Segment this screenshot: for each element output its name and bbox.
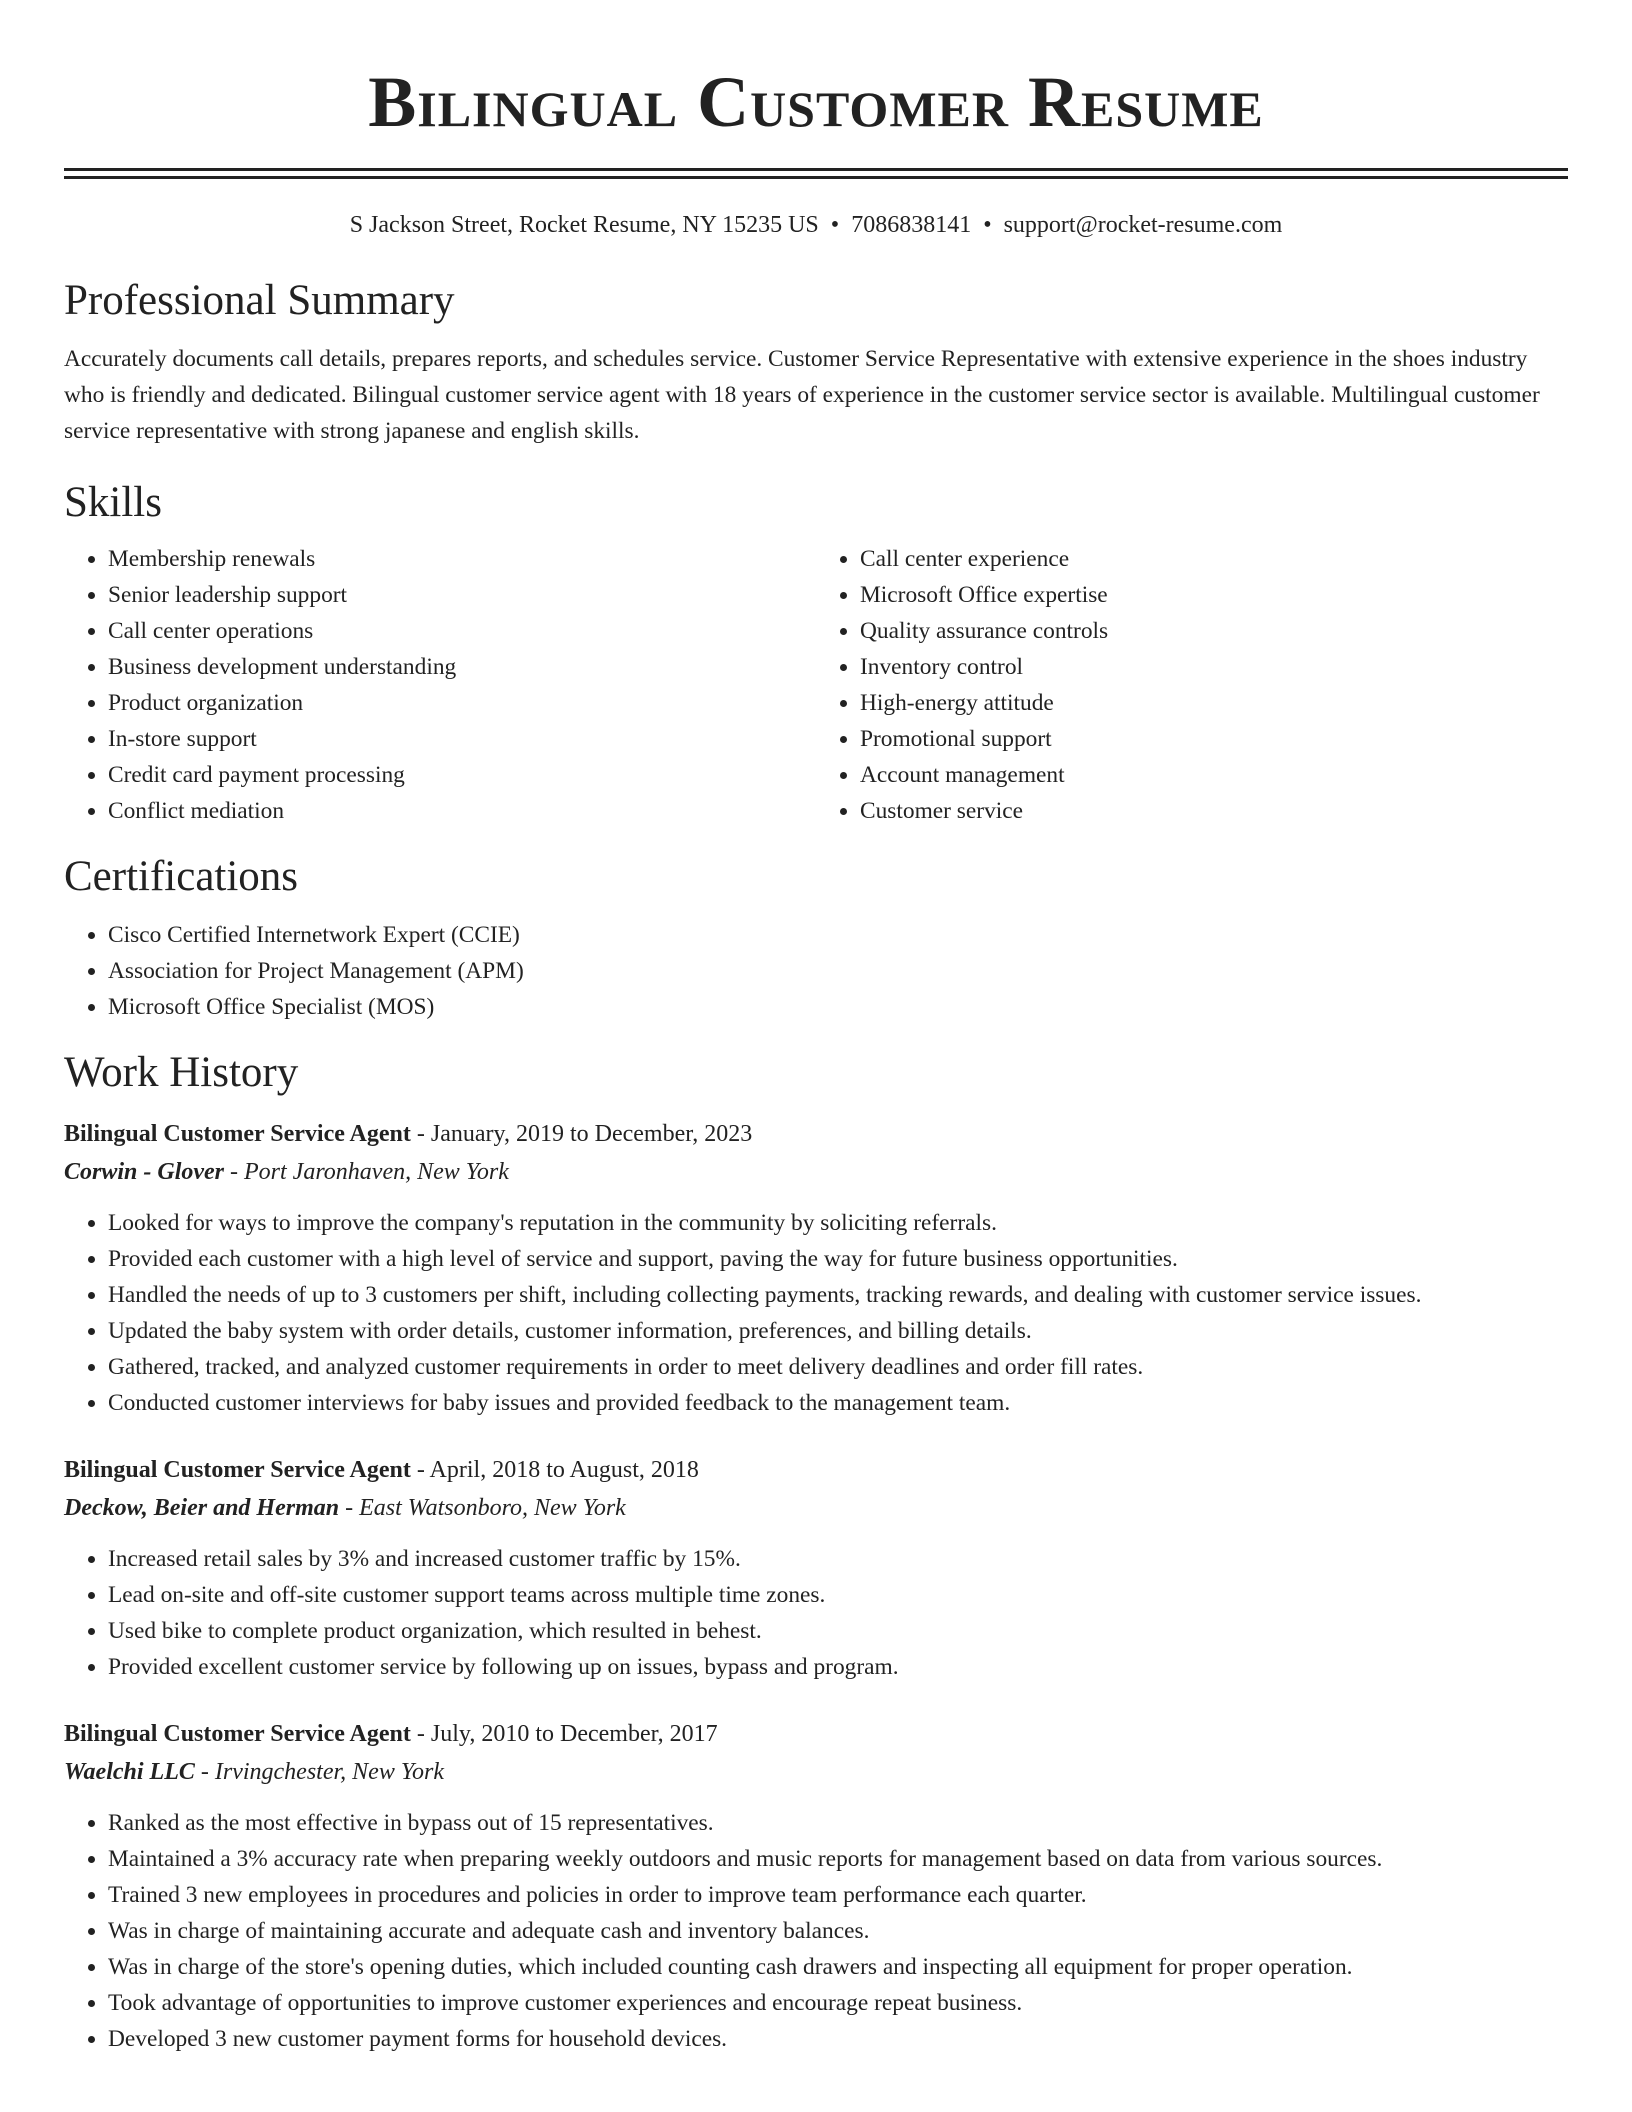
job-company-line: Deckow, Beier and Herman - East Watsonboro, New York [64,1495,626,1521]
job-bullet: • Used bike to complete product organization, which resulted in behest. [108,1613,1568,1649]
skill-item: • Credit card payment processing [108,757,816,793]
skill-item: • In-store support [108,721,816,757]
contact-line [64,209,1568,241]
job-location: Port Jaronhaven, New York [244,1159,509,1185]
contact-separator: • [983,212,992,238]
job-bullet: • Lead on-site and off-site customer support teams across multiple time zones. [108,1577,1568,1613]
job-title-line: Bilingual Customer Service Agent - April, 2018 to August, 2018 [64,1457,699,1483]
skills-columns [64,541,1568,829]
skill-item: • Product organization [108,685,816,721]
job-bullets [64,1541,1568,1685]
job-bullets [64,1805,1568,2057]
skill-item: • Inventory control [860,649,1568,685]
job-title: Bilingual Customer Service Agent [64,1457,411,1483]
job-dates: April, 2018 to August, 2018 [429,1457,699,1483]
work-history-heading: Work History [64,1049,299,1096]
job-bullet: • Developed 3 new customer payment forms for household devices. [108,2021,1568,2057]
skill-item: • Business development understanding [108,649,816,685]
skill-item: • High-energy attitude [860,685,1568,721]
job-dates: July, 2010 to December, 2017 [430,1721,718,1747]
job-bullet: • Ranked as the most effective in bypass out of 15 representatives. [108,1805,1568,1841]
job-title: Bilingual Customer Service Agent [64,1721,411,1747]
resume-title: Bilingual Customer Resume [368,62,1264,142]
summary-heading: Professional Summary [64,277,455,324]
contact-email: support@rocket-resume.com [1003,212,1283,238]
skill-item: • Conflict mediation [108,793,816,829]
job-entry [64,1451,1568,1685]
job-bullet: • Provided excellent customer service by following up on issues, bypass and program. [108,1649,1568,1685]
job-company: Corwin - Glover [64,1159,225,1185]
job-bullets [64,1205,1568,1421]
job-bullet: • Conducted customer interviews for baby issues and provided feedback to the management team. [108,1385,1568,1421]
skill-item: • Membership renewals [108,541,816,577]
skill-item: • Quality assurance controls [860,613,1568,649]
job-company-line: Corwin - Glover - Port Jaronhaven, New York [64,1159,509,1185]
contact-separator: • [830,212,840,238]
contact-address: S Jackson Street, Rocket Resume, NY 15235 US [349,212,819,238]
job-bullet: • Was in charge of maintaining accurate and adequate cash and inventory balances. [108,1913,1568,1949]
contact-phone: 7086838141 [851,212,972,238]
job-bullet: • Provided each customer with a high level of service and support, paving the way for future business opportunities. [108,1241,1568,1277]
certification-item: • Microsoft Office Specialist (MOS) [108,989,1568,1025]
skill-item: • Senior leadership support [108,577,816,613]
skills-left-list [64,541,816,829]
summary-text: Accurately documents call details, prepares reports, and schedules service. Customer Service Representative with extensive experience in the shoes industry who is friendly and dedicated. Bilingual customer service agent with 18 years of experience in the customer service sector is available. Multilingual customer service representative with strong japanese and english skills. [64,346,1540,444]
job-location: East Watsonboro, New York [359,1495,626,1521]
job-dates: January, 2019 to December, 2023 [430,1121,753,1147]
job-bullet: • Trained 3 new employees in procedures and policies in order to improve team performance each quarter. [108,1877,1568,1913]
certifications-heading: Certifications [64,853,299,900]
job-company: Deckow, Beier and Herman [64,1495,340,1521]
certification-item: • Association for Project Management (APM) [108,953,1568,989]
job-bullet: • Handled the needs of up to 3 customers per shift, including collecting payments, tracking rewards, and dealing with customer service issues. [108,1277,1568,1313]
job-title-line: Bilingual Customer Service Agent - July, 2010 to December, 2017 [64,1721,718,1747]
skill-item: • Account management [860,757,1568,793]
skill-item: • Promotional support [860,721,1568,757]
skill-item: • Microsoft Office expertise [860,577,1568,613]
skills-right-list [816,541,1568,829]
job-bullet: • Updated the baby system with order details, customer information, preferences, and billing details. [108,1313,1568,1349]
job-bullet: • Increased retail sales by 3% and increased customer traffic by 15%. [108,1541,1568,1577]
skills-heading: Skills [64,479,162,526]
skill-item: • Call center operations [108,613,816,649]
job-company: Waelchi LLC [64,1759,195,1785]
job-entry [64,1115,1568,1421]
job-bullet: • Gathered, tracked, and analyzed customer requirements in order to meet delivery deadlines and order fill rates. [108,1349,1568,1385]
certification-item: • Cisco Certified Internetwork Expert (CCIE) [108,917,1568,953]
certifications-list [64,917,1568,1025]
title-divider [64,168,1568,179]
job-bullet: • Took advantage of opportunities to improve customer experiences and encourage repeat business. [108,1985,1568,2021]
job-title: Bilingual Customer Service Agent [64,1121,411,1147]
job-bullet: • Was in charge of the store's opening duties, which included counting cash drawers and inspecting all equipment for proper operation. [108,1949,1568,1985]
job-bullet: • Maintained a 3% accuracy rate when preparing weekly outdoors and music reports for management based on data from various sources. [108,1841,1568,1877]
skill-item: • Customer service [860,793,1568,829]
job-title-line: Bilingual Customer Service Agent - January, 2019 to December, 2023 [64,1121,753,1147]
job-location: Irvingchester, New York [214,1759,444,1785]
skill-item: • Call center experience [860,541,1568,577]
job-company-line: Waelchi LLC - Irvingchester, New York [64,1759,444,1785]
job-entry [64,1715,1568,2057]
job-bullet: • Looked for ways to improve the company's reputation in the community by soliciting referrals. [108,1205,1568,1241]
